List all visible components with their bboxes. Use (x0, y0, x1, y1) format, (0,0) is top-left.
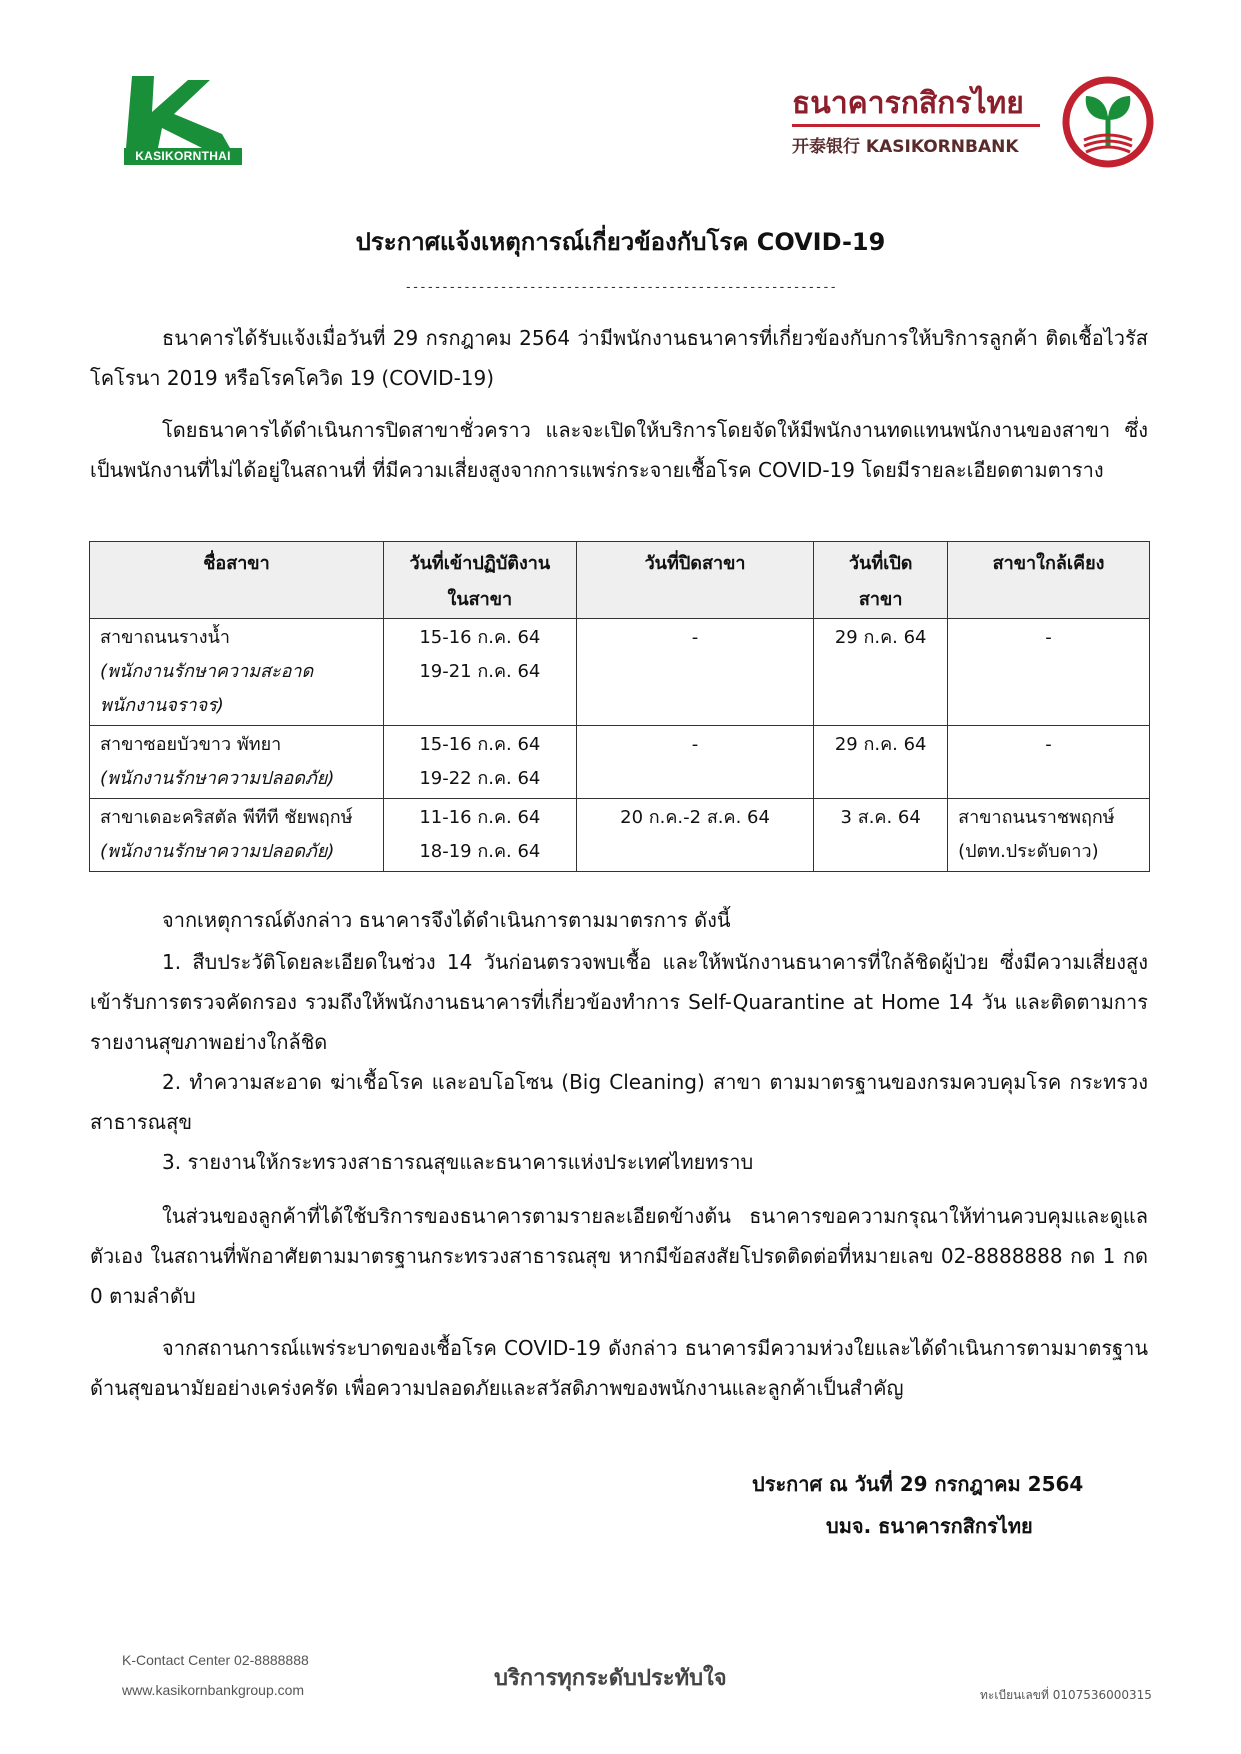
table-header-row (90, 542, 1150, 619)
table-row (90, 619, 1150, 726)
footer-website[interactable]: www.kasikornbankgroup.com (122, 1682, 305, 1698)
closure-paragraph: โดยธนาคารได้ดำเนินการปิดสาขาชั่วคราว และจะเปิดให้บริการโดยจัดให้มีพนักงานทดแทนพนักงานของสาขา ซึ่งเป็นพนักงานที่ไม่ได้อยู่ในสถานที่ ที่มีความเสี่ยงสูงจากการแพร่กระจายเชื้อโรค COVID-19 โดยมีรายละเอียดตามตาราง (90, 418, 1148, 482)
open-date-cell: 3 ส.ค. 64 (814, 799, 948, 872)
work-dates-cell: 15-16 ก.ค. 64 19-21 ก.ค. 64 (383, 619, 576, 726)
closing-paragraph: จากสถานการณ์แพร่ระบาดของเชื้อโรค COVID-19 ดังกล่าว ธนาคารมีความห่วงใยและได้ดำเนินการตามมาตรฐานด้านสุขอนามัยอย่างเคร่งครัด เพื่อความปลอดภัยและสวัสดิภาพของพนักงานและลูกค้าเป็นสำคัญ (90, 1336, 1148, 1400)
customer-advice-paragraph: ในส่วนของลูกค้าที่ได้ใช้บริการของธนาคารตามรายละเอียดข้างต้น ธนาคารขอความกรุณาให้ท่านควบคุมและดูแลตัวเอง ในสถานที่พักอาศัยตามมาตรฐานกระทรวงสาธารณสุข หากมีข้อสงสัยโปรดติดต่อที่หมายเลข 02-8888888 กด 1 กด 0 ตามลำดับ (90, 1204, 1148, 1308)
footer-registration: ทะเบียนเลขที่ 0107536000315 (980, 1688, 1152, 1702)
logo-left-label: KASIKORNTHAI (124, 148, 242, 165)
document-title: ประกาศแจ้งเหตุการณ์เกี่ยวข้องกับโรค COVID-19 (355, 228, 886, 256)
branch-cell: สาขาเดอะคริสตัล พีทีที ชัยพฤกษ์ (พนักงานรักษาความปลอดภัย) (90, 799, 384, 872)
footer-slogan: บริการทุกระดับประทับใจ (494, 1666, 727, 1691)
measures-intro: จากเหตุการณ์ดังกล่าว ธนาคารจึงได้ดำเนินการตามมาตรการ ดังนี้ (162, 908, 731, 932)
kasikornthai-logo (118, 72, 258, 172)
intro-paragraph: ธนาคารได้รับแจ้งเมื่อวันที่ 29 กรกฎาคม 2564 ว่ามีพนักงานธนาคารที่เกี่ยวข้องกับการให้บริการลูกค้า ติดเชื้อไวรัสโคโรนา 2019 หรือโรคโควิด 19 (COVID-19) (90, 326, 1148, 390)
work-dates-cell: 11-16 ก.ค. 64 18-19 ก.ค. 64 (383, 799, 576, 872)
table-row (90, 726, 1150, 799)
kasikornbank-seal-icon (1062, 76, 1154, 168)
closed-date-cell: - (576, 619, 814, 726)
nearby-branch-cell: - (948, 726, 1150, 799)
measure-item: 1. สืบประวัติโดยละเอียดในช่วง 14 วันก่อนตรวจพบเชื้อ และให้พนักงานธนาคารที่ใกล้ชิดผู้ป่วย ซึ่งมีความเสี่ยงสูงเข้ารับการตรวจคัดกรอง รวมถึงให้พนักงานธนาคารที่เกี่ยวข้องทำการ Self-Quarantine at Home 14 วัน และติดตามการรายงานสุขภาพอย่างใกล้ชิด (90, 950, 1148, 1054)
table-row (90, 799, 1150, 872)
bank-name-rule (792, 124, 1040, 127)
header-branch-name: ชื่อสาขา (90, 542, 384, 619)
work-dates-cell: 15-16 ก.ค. 64 19-22 ก.ค. 64 (383, 726, 576, 799)
k-logo-icon (118, 72, 238, 152)
title-divider: ----------------------------------------------------------- (404, 280, 837, 295)
header-closed-date: วันที่ปิดสาขา (576, 542, 814, 619)
measure-item: 2. ทำความสะอาด ฆ่าเชื้อโรค และอบโอโซน (Big Cleaning) สาขา ตามมาตรฐานของกรมควบคุมโรค กระทรวงสาธารณสุข (90, 1070, 1148, 1134)
branch-table (89, 541, 1150, 872)
open-date-cell: 29 ก.ค. 64 (814, 619, 948, 726)
closed-date-cell: 20 ก.ค.-2 ส.ค. 64 (576, 799, 814, 872)
branch-cell: สาขาซอยบัวขาว พัทยา (พนักงานรักษาความปลอดภัย) (90, 726, 384, 799)
measure-item: 3. รายงานให้กระทรวงสาธารณสุขและธนาคารแห่งประเทศไทยทราบ (162, 1150, 754, 1174)
kasikornbank-wordmark (792, 80, 1052, 160)
nearby-branch-cell: สาขาถนนราชพฤกษ์ (ปตท.ประดับดาว) (948, 799, 1150, 872)
bank-name-th: ธนาคารกสิกรไทย (792, 86, 1024, 121)
announcement-date: ประกาศ ณ วันที่ 29 กรกฎาคม 2564 (752, 1472, 1084, 1496)
nearby-branch-cell: - (948, 619, 1150, 726)
closed-date-cell: - (576, 726, 814, 799)
footer-contact-center: K-Contact Center 02-8888888 (122, 1652, 309, 1668)
bank-name-en: 开泰银行 KASIKORNBANK (792, 137, 1019, 157)
header-work-dates: วันที่เข้าปฏิบัติงาน ในสาขา (383, 542, 576, 619)
open-date-cell: 29 ก.ค. 64 (814, 726, 948, 799)
header-nearby-branch: สาขาใกล้เคียง (948, 542, 1150, 619)
company-signature: บมจ. ธนาคารกสิกรไทย (826, 1514, 1033, 1538)
branch-cell: สาขาถนนรางน้ำ (พนักงานรักษาความสะอาด พนักงานจราจร) (90, 619, 384, 726)
header-open-date: วันที่เปิด สาขา (814, 542, 948, 619)
